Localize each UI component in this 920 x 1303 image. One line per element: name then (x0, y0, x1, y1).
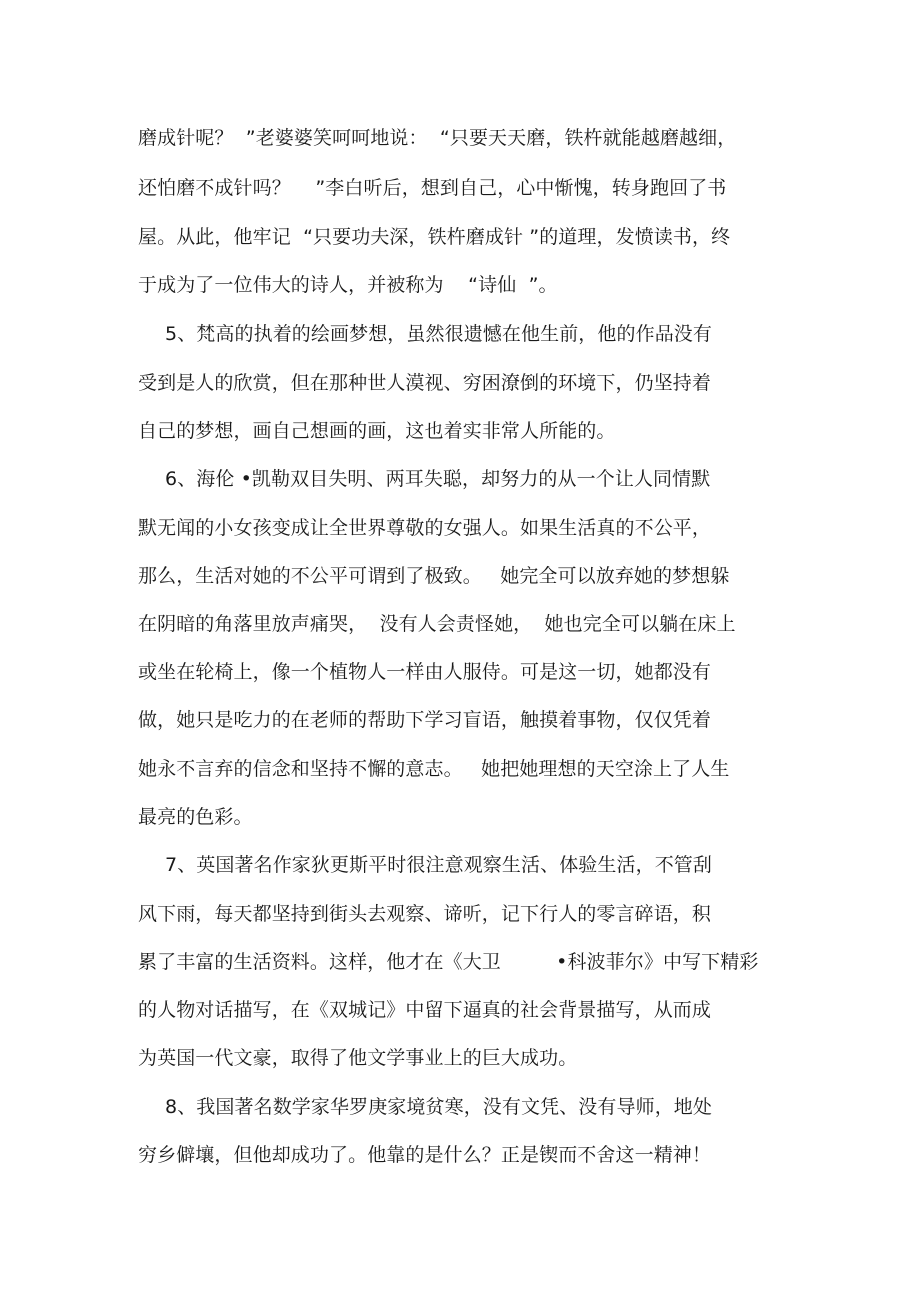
text-line: 风下雨，每天都坚持到街头去观察、谛听，记下行人的零言碎语，积 (138, 903, 712, 925)
paragraph-7-first-line: 7、英国著名作家狄更斯平时很注意观察生活、体验生活，不管刮 (165, 854, 712, 876)
text-line: 最亮的色彩。 (138, 806, 253, 828)
text-line: 还怕磨不成针吗？ ”李白听后，想到自己，心中惭愧，转身跑回了书 (138, 177, 727, 199)
text-line: 在阴暗的角落里放声痛哭， 没有人会责怪她， 她也完全可以躺在床上 (138, 613, 736, 635)
text-line: 默无闻的小女孩变成让全世界尊敬的女强人。如果生活真的不公平， (138, 517, 712, 539)
text-line: 受到是人的欣赏，但在那种世人漠视、穷困潦倒的环境下，仍坚持着 (138, 372, 712, 394)
text-line: 穷乡僻壤，但他却成功了。他靠的是什么？正是锲而不舍这一精神！ (138, 1144, 712, 1166)
text-line: 于成为了一位伟大的诗人，并被称为 “诗仙 ”。 (138, 274, 558, 296)
text-line: 自己的梦想，画自己想画的画，这也着实非常人所能的。 (138, 420, 616, 442)
paragraph-6-first-line: 6、海伦 •凯勒双目失明、两耳失聪，却努力的从一个让人同情默 (165, 468, 711, 490)
paragraph-5-first-line: 5、梵高的执着的绘画梦想，虽然很遗憾在他生前，他的作品没有 (165, 323, 712, 345)
text-line: 为英国一代文豪，取得了他文学事业上的巨大成功。 (138, 1047, 578, 1069)
text-line: 她永不言弃的信念和坚持不懈的意志。 她把她理想的天空涂上了人生 (138, 758, 730, 780)
text-line: 那么，生活对她的不公平可谓到了极致。 她完全可以放弃她的梦想躲 (138, 565, 730, 587)
text-line: 的人物对话描写，在《双城记》中留下逼真的社会背景描写，从而成 (138, 999, 712, 1021)
text-line: 磨成针呢？ ”老婆婆笑呵呵地说： “只要天天磨，铁杵就能越磨越细， (138, 127, 737, 149)
paragraph-8-first-line: 8、我国著名数学家华罗庚家境贫寒，没有文凭、没有导师，地处 (165, 1096, 712, 1118)
text-line: 屋。从此，他牢记 “只要功夫深，铁杵磨成针 ”的道理，发愤读书，终 (138, 226, 731, 248)
text-line: 做，她只是吃力的在老师的帮助下学习盲语，触摸着事物，仅仅凭着 (138, 709, 712, 731)
text-line: 累了丰富的生活资料。这样，他才在《大卫 •科波菲尔》中写下精彩 (138, 951, 759, 973)
text-line: 或坐在轮椅上，像一个植物人一样由人服侍。可是这一切，她都没有 (138, 661, 712, 683)
